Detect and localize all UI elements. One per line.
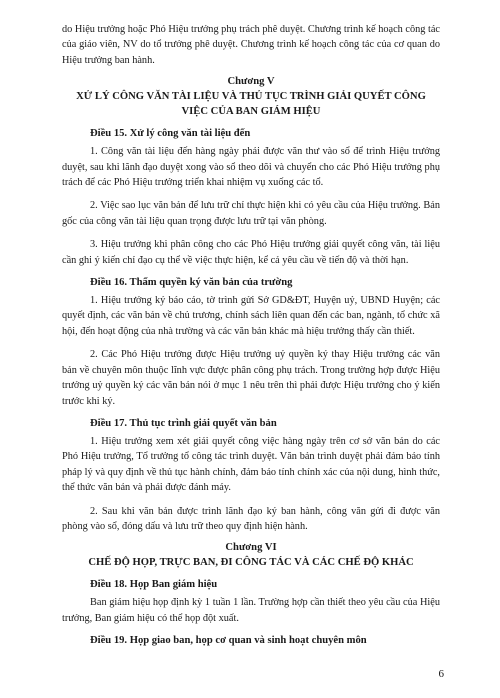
intro-paragraph: do Hiệu trưởng hoặc Phó Hiệu trưởng phụ trách phê duyệt. Chương trình kế hoạch công tác của giáo viên, NV do tổ trưởng phê duyệt. Chương trình kế hoạch công tác của cơ quan do Hiệu trưởng ban hành. (62, 24, 440, 66)
article-19-title: Điều 19. Họp giao ban, họp cơ quan và sinh hoạt chuyên môn (90, 635, 367, 647)
article-16-title: Điều 16. Thẩm quyền ký văn bản của trường (90, 277, 293, 289)
article-15-paragraph-2: 2. Việc sao lục văn bản để lưu trữ chỉ thực hiện khi có yêu cầu của Hiệu trưởng. Bản gốc của công văn tài liệu quan trọng được lưu trữ tại văn phòng. (62, 200, 440, 227)
document-page (62, 22, 440, 651)
article-15-paragraph-1: 1. Công văn tài liệu đến hàng ngày phải được văn thư vào sổ để trình Hiệu trưởng duyệt, sau khi lãnh đạo duyệt xong vào sổ theo dõi và chuyển cho các Phó Hiệu trưởng phụ trách để các Phó Hiệu trưởng triển khai nhiệm vụ xuống các tổ. (62, 146, 440, 189)
article-17-title: Điều 17. Thủ tục trình giải quyết văn bản (90, 417, 277, 429)
chapter-5-label: Chương V (227, 76, 275, 88)
article-17-paragraph-1: 1. Hiệu trưởng xem xét giải quyết công việc hàng ngày trên cơ sở văn bản do các Phó Hiệu trưởng, Tổ trưởng tổ công tác trình duyệt. Văn bản trình duyệt phải đảm bảo tính pháp lý và quy định về thủ tục hành chính, đảm bảo tính chính xác của nội dung, hình thức, thể thức văn bản và phải được đánh máy. (62, 435, 440, 494)
page-number: 6 (438, 668, 444, 680)
article-16-paragraph-1: 1. Hiệu trưởng ký báo cáo, tờ trình gửi Sở GD&ĐT, Huyện uỷ, UBND Huyện; các quyết định, các văn bản về chủ trương, chính sách liên quan đến các ban, ngành, tổ chức xã hội, đến hoạt động của nhà trường và các văn bản khác mà hiệu trưởng thấy cần thiết. (62, 295, 440, 337)
article-18-title: Điều 18. Họp Ban giám hiệu (90, 579, 218, 591)
chapter-6-label: Chương VI (225, 542, 277, 554)
chapter-5-title: XỬ LÝ CÔNG VĂN TÀI LIỆU VÀ THỦ TỤC TRÌNH GIẢI QUYẾT CÔNG VIỆC CỦA BAN GIÁM HIỆU (76, 91, 426, 118)
article-16-paragraph-2: 2. Các Phó Hiệu trưởng được Hiệu trưởng uỷ quyền ký thay Hiệu trưởng các văn bản về chuyên môn thuộc lĩnh vực được phân công phụ trách. Trong trường hợp được Hiệu trưởng uỷ quyền ký các văn bản nói ở mục 1 nêu trên thì phải được Hiệu trưởng cho ý kiến trước khi ký. (62, 349, 440, 407)
article-17-paragraph-2: 2. Sau khi văn bản được trình lãnh đạo ký ban hành, công văn gửi đi được văn phòng vào sổ, đóng dấu và lưu trữ theo quy định hiện hành. (62, 505, 440, 532)
chapter-6-title: CHẾ ĐỘ HỌP, TRỰC BAN, ĐI CÔNG TÁC VÀ CÁC CHẾ ĐỘ KHÁC (88, 557, 414, 569)
article-18-paragraph-1: Ban giám hiệu họp định kỳ 1 tuần 1 lần. Trường hợp cần thiết theo yêu cầu của Hiệu trưởng, Ban giám hiệu có thể họp đột xuất. (62, 597, 440, 624)
article-15-paragraph-3: 3. Hiệu trưởng khi phân công cho các Phó Hiệu trưởng giải quyết công văn, tài liệu cần ghi ý kiến chỉ đạo cụ thể về việc thực hiện, kể cả yêu cầu về tiến độ và thời hạn. (62, 239, 440, 266)
article-15-title: Điều 15. Xử lý công văn tài liệu đến (90, 128, 251, 140)
